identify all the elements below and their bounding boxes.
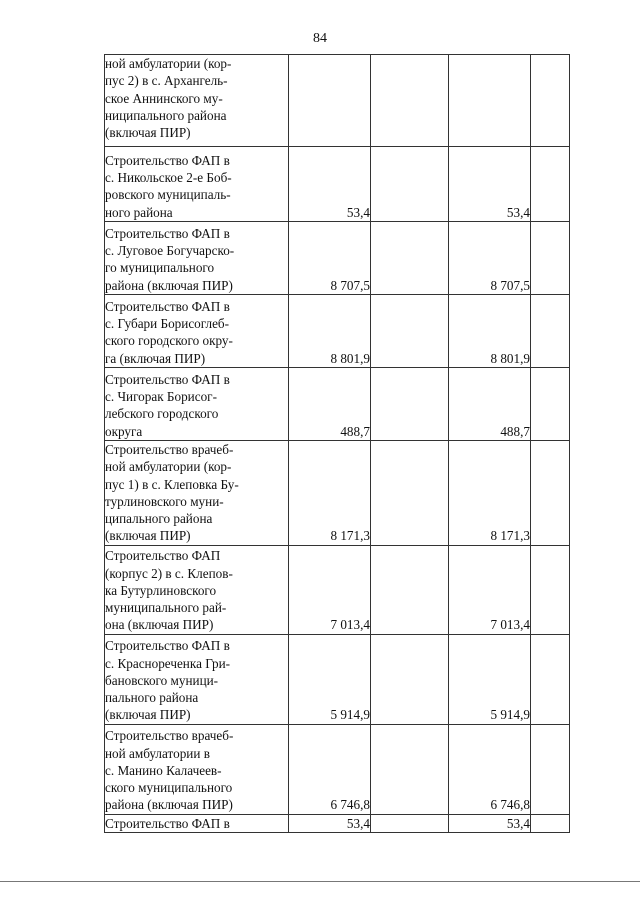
value-cell-col-2 xyxy=(371,147,449,222)
description-line: муниципального рай- xyxy=(105,600,227,616)
description-line: ного района xyxy=(105,204,173,220)
table-row xyxy=(105,634,570,724)
value-cell-col-2 xyxy=(371,295,449,368)
value-cell-col-1 xyxy=(289,55,371,147)
description-line: ниципального района xyxy=(105,107,227,123)
value-cell-col-3: 53,4 xyxy=(449,147,531,222)
value-cell-col-4 xyxy=(531,147,570,222)
value-cell-col-3: 53,4 xyxy=(449,814,531,832)
value-cell-col-1: 5 914,9 xyxy=(289,634,371,724)
value-cell-col-4 xyxy=(531,545,570,634)
value-cell-col-3: 6 746,8 xyxy=(449,724,531,814)
table-row xyxy=(105,441,570,546)
value-cell-col-2 xyxy=(371,368,449,441)
value-cell-col-4 xyxy=(531,368,570,441)
value-cell-col-3 xyxy=(449,55,531,147)
description-line: бановского муници- xyxy=(105,672,219,688)
description-line: Строительство ФАП в xyxy=(105,638,230,654)
table-row xyxy=(105,545,570,634)
value-cell-col-2 xyxy=(371,441,449,546)
description-line: с. Манино Калачеев- xyxy=(105,762,222,778)
value-cell-col-1: 6 746,8 xyxy=(289,724,371,814)
value-cell-col-4 xyxy=(531,441,570,546)
description-line: лебского городского xyxy=(105,406,219,422)
value-cell-col-3: 8 171,3 xyxy=(449,441,531,546)
description-line: Строительство ФАП в xyxy=(105,371,230,387)
description-line: ка Бутурлиновского xyxy=(105,582,217,598)
description-line: пус 1) в с. Клеповка Бу- xyxy=(105,476,239,492)
value-cell-col-4 xyxy=(531,222,570,295)
row-description xyxy=(105,222,289,295)
value-cell-col-1: 8 707,5 xyxy=(289,222,371,295)
table-row xyxy=(105,55,570,147)
value-cell-col-3: 8 707,5 xyxy=(449,222,531,295)
page-bottom-rule xyxy=(0,881,640,882)
value-cell-col-4 xyxy=(531,55,570,147)
row-description xyxy=(105,147,289,222)
value-cell-col-2 xyxy=(371,55,449,147)
description-line: га (включая ПИР) xyxy=(105,350,206,366)
page-number: 84 xyxy=(313,31,327,46)
description-line: (включая ПИР) xyxy=(105,528,191,544)
table-row xyxy=(105,222,570,295)
value-cell-col-4 xyxy=(531,295,570,368)
description-line: Строительство ФАП в xyxy=(105,815,230,831)
description-line: ского муниципального xyxy=(105,780,233,796)
value-cell-col-4 xyxy=(531,634,570,724)
value-cell-col-2 xyxy=(371,724,449,814)
row-description xyxy=(105,441,289,546)
value-cell-col-1: 8 801,9 xyxy=(289,295,371,368)
value-cell-col-1: 8 171,3 xyxy=(289,441,371,546)
budget-table xyxy=(104,54,570,833)
description-line: Строительство врачеб- xyxy=(105,442,234,457)
description-line: Строительство ФАП в xyxy=(105,298,230,314)
description-line: ровского муниципаль- xyxy=(105,187,231,203)
description-line: ной амбулатории (кор- xyxy=(105,459,232,475)
value-cell-col-4 xyxy=(531,814,570,832)
value-cell-col-3: 7 013,4 xyxy=(449,545,531,634)
row-description xyxy=(105,368,289,441)
description-line: Строительство ФАП в xyxy=(105,152,230,168)
table-row xyxy=(105,724,570,814)
row-description xyxy=(105,55,289,147)
description-line: с. Луговое Богучарско- xyxy=(105,243,235,259)
description-line: пус 2) в с. Архангель- xyxy=(105,73,228,89)
row-description xyxy=(105,634,289,724)
description-line: района (включая ПИР) xyxy=(105,277,233,293)
description-line: (включая ПИР) xyxy=(105,707,191,723)
description-line: округа xyxy=(105,423,143,439)
table-row xyxy=(105,814,570,832)
value-cell-col-1: 53,4 xyxy=(289,814,371,832)
value-cell-col-2 xyxy=(371,634,449,724)
description-line: с. Губари Борисоглеб- xyxy=(105,316,230,332)
value-cell-col-3: 488,7 xyxy=(449,368,531,441)
value-cell-col-2 xyxy=(371,814,449,832)
description-line: района (включая ПИР) xyxy=(105,797,233,813)
description-line: Строительство ФАП xyxy=(105,548,221,564)
value-cell-col-1: 53,4 xyxy=(289,147,371,222)
table-row xyxy=(105,147,570,222)
row-description xyxy=(105,545,289,634)
row-description xyxy=(105,295,289,368)
description-line: ское Аннинского му- xyxy=(105,90,223,106)
description-line: (корпус 2) в с. Клепов- xyxy=(105,565,233,581)
description-line: ной амбулатории в xyxy=(105,745,210,761)
description-line: ной амбулатории (кор- xyxy=(105,56,232,71)
row-description xyxy=(105,724,289,814)
description-line: ципального района xyxy=(105,511,213,527)
table-body xyxy=(105,55,570,833)
table-row xyxy=(105,295,570,368)
value-cell-col-1: 488,7 xyxy=(289,368,371,441)
value-cell-col-2 xyxy=(371,545,449,634)
value-cell-col-4 xyxy=(531,724,570,814)
description-line: Строительство ФАП в xyxy=(105,225,230,241)
row-description xyxy=(105,814,289,832)
description-line: Строительство врачеб- xyxy=(105,728,234,744)
value-cell-col-3: 5 914,9 xyxy=(449,634,531,724)
description-line: она (включая ПИР) xyxy=(105,617,214,633)
table-row xyxy=(105,368,570,441)
description-line: пального района xyxy=(105,690,199,706)
value-cell-col-3: 8 801,9 xyxy=(449,295,531,368)
description-line: турлиновского муни- xyxy=(105,493,224,509)
description-line: ского городского окру- xyxy=(105,333,233,349)
description-line: с. Никольское 2-е Боб- xyxy=(105,170,232,186)
value-cell-col-2 xyxy=(371,222,449,295)
description-line: с. Чигорак Борисог- xyxy=(105,389,217,405)
description-line: (включая ПИР) xyxy=(105,125,191,141)
description-line: с. Краснореченка Гри- xyxy=(105,655,231,671)
description-line: го муниципального xyxy=(105,260,215,276)
value-cell-col-1: 7 013,4 xyxy=(289,545,371,634)
